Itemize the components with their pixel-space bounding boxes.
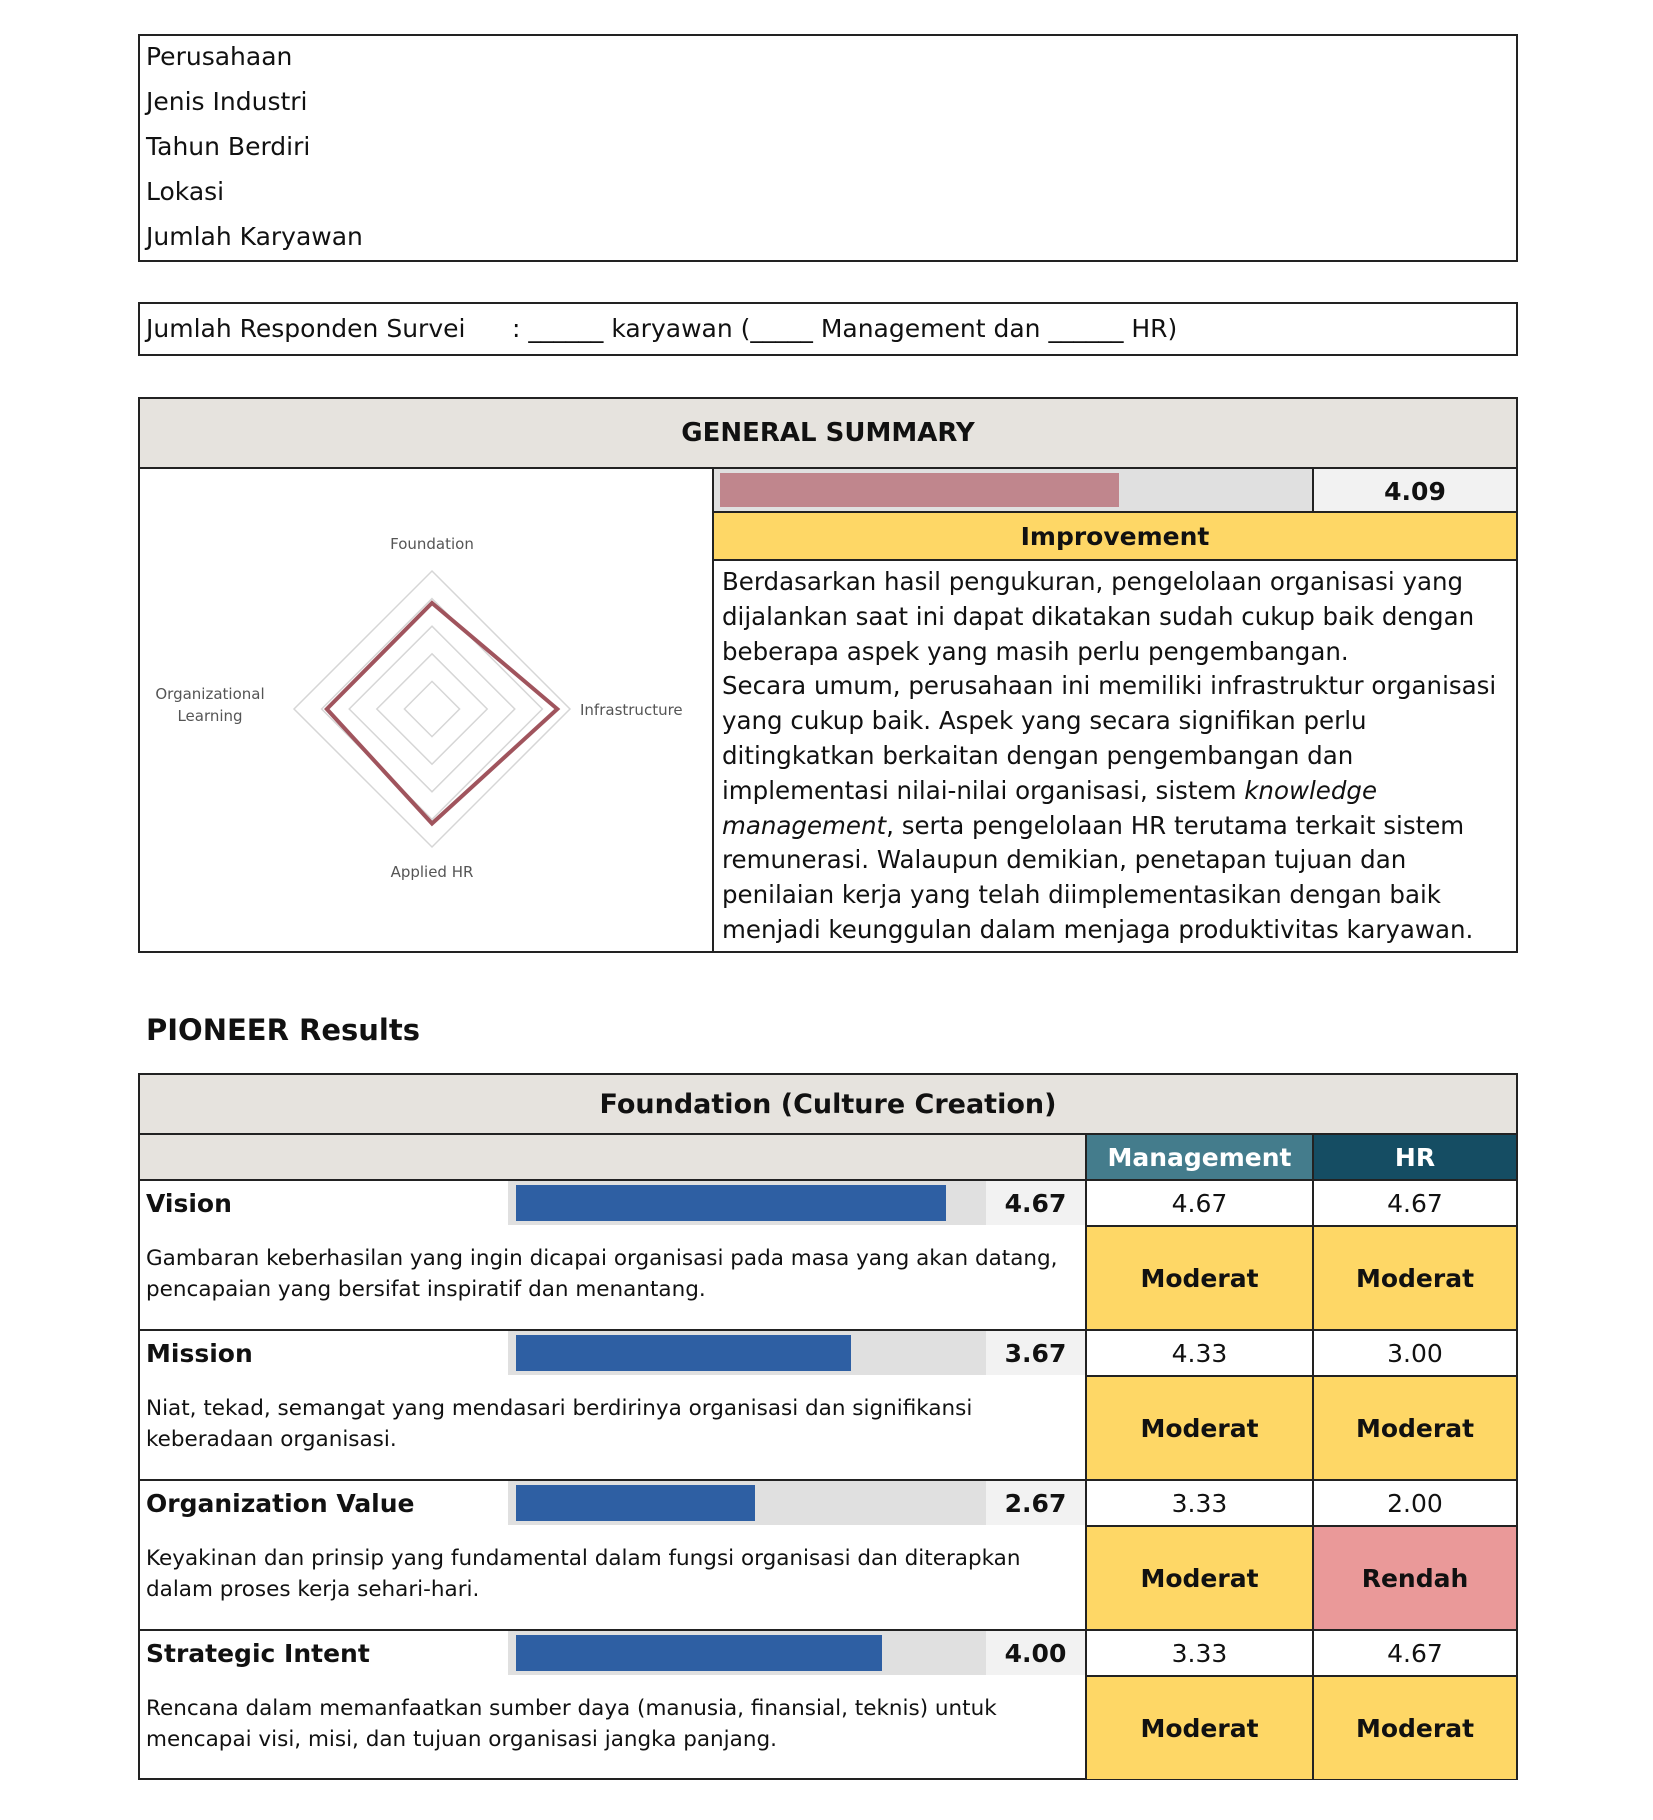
aspect-score-track [508, 1181, 986, 1225]
aspect-description: Rencana dalam memanfaatkan sumber daya (manusia, finansial, teknis) untuk mencapai visi, misi, dan tujuan organisasi jangka panjang. [146, 1696, 997, 1752]
management-score: 3.33 [1171, 1488, 1228, 1518]
summary-category-badge: Improvement [714, 513, 1516, 559]
management-level-badge: Moderat [1087, 1677, 1312, 1779]
aspect-score-bar [516, 1635, 882, 1671]
foundation-table [138, 1073, 1518, 1780]
hr-level-badge: Rendah [1314, 1527, 1516, 1629]
column-header-management: Management [1087, 1135, 1312, 1179]
aspect-score-bar [516, 1185, 946, 1221]
radar-chart [140, 469, 712, 953]
radar-grid-ring [322, 599, 543, 820]
radar-chart-area [140, 469, 712, 953]
respondent-value: : ______ karyawan (_____ Management dan ______ HR) [512, 314, 1178, 343]
aspect-score-track [508, 1631, 986, 1675]
management-level-badge: Moderat [1087, 1527, 1312, 1629]
management-level-badge: Moderat [1087, 1227, 1312, 1329]
summary-italic-term: knowledge management [722, 775, 1378, 840]
column-header-hr: HR [1314, 1135, 1516, 1179]
hr-score: 4.67 [1387, 1188, 1443, 1218]
aspect-score-value: 4.67 [986, 1181, 1085, 1225]
hr-level-badge: Moderat [1314, 1377, 1516, 1479]
company-field-jenis-industri: Jenis Industri [146, 87, 308, 116]
aspect-score-value: 2.67 [986, 1481, 1085, 1525]
summary-paragraph-2a: Secara umum, perusahaan ini memiliki infrastruktur organisasi yang cukup baik. Aspek yang secara signifikan perlu ditingkatkan berkaitan dengan pengembangan dan implementasi nilai-nilai organisasi, sistem [722, 671, 1497, 805]
company-info-box [138, 34, 1518, 262]
summary-score-track [714, 469, 1312, 511]
aspect-description: Keyakinan dan prinsip yang fundamental dalam fungsi organisasi dan diterapkan dalam proses kerja sehari-hari. [146, 1546, 1021, 1602]
radar-grid-ring [294, 571, 570, 847]
radar-axis-label: Organizational [155, 685, 265, 703]
aspect-description: Gambaran keberhasilan yang ingin dicapai organisasi pada masa yang akan datang, pencapaian yang bersifat inspiratif dan menantang. [146, 1246, 1058, 1302]
respondent-label: Jumlah Responden Survei [146, 314, 466, 343]
company-field-perusahaan: Perusahaan [146, 42, 293, 71]
hr-score: 4.67 [1387, 1638, 1443, 1668]
aspect-score-value: 4.00 [986, 1631, 1085, 1675]
pioneer-heading: PIONEER Results [146, 1013, 420, 1047]
company-field-tahun-berdiri: Tahun Berdiri [146, 132, 311, 161]
management-score: 4.33 [1171, 1338, 1228, 1368]
aspect-score-track [508, 1331, 986, 1375]
general-summary-title: GENERAL SUMMARY [140, 399, 1516, 467]
radar-grid-ring [377, 654, 487, 764]
aspect-score-value: 3.67 [986, 1331, 1085, 1375]
summary-paragraph-2b: , serta pengelolaan HR terutama terkait sistem remunerasi. Walaupun demikian, penetapan tujuan dan penilaian kerja yang telah diimplementasikan dengan baik menjadi keunggulan dalam menjaga produktivitas karyawan. [722, 810, 1474, 944]
radar-axis-label: Foundation [390, 535, 474, 553]
aspect-score-bar [516, 1335, 851, 1371]
company-field-jumlah-karyawan: Jumlah Karyawan [146, 222, 363, 251]
summary-score-value: 4.09 [1314, 469, 1516, 513]
general-summary-box [138, 397, 1518, 953]
respondent-box [138, 302, 1518, 356]
aspect-name: Strategic Intent [146, 1639, 370, 1668]
summary-score-bar [720, 473, 1119, 507]
summary-text [722, 565, 1510, 948]
management-score: 3.33 [1171, 1638, 1228, 1668]
radar-axis-label: Applied HR [390, 863, 474, 881]
aspect-score-bar [516, 1485, 755, 1521]
hr-level-badge: Moderat [1314, 1677, 1516, 1779]
aspect-description: Niat, tekad, semangat yang mendasari berdirinya organisasi dan signifikansi keberadaan organisasi. [146, 1396, 973, 1452]
aspect-name: Mission [146, 1339, 253, 1368]
radar-axis-label: Learning [177, 707, 243, 725]
management-level-badge: Moderat [1087, 1377, 1312, 1479]
aspect-score-track [508, 1481, 986, 1525]
management-score: 4.67 [1171, 1188, 1228, 1218]
foundation-section-title: Foundation (Culture Creation) [140, 1075, 1516, 1133]
radar-grid-ring [404, 681, 459, 736]
aspect-name: Organization Value [146, 1489, 415, 1518]
hr-level-badge: Moderat [1314, 1227, 1516, 1329]
summary-paragraph-1: Berdasarkan hasil pengukuran, pengelolaan organisasi yang dijalankan saat ini dapat dikatakan sudah cukup baik dengan beberapa aspek yang masih perlu pengembangan. [722, 567, 1475, 666]
hr-score: 3.00 [1387, 1338, 1443, 1368]
radar-axis-label: Infrastructure [580, 701, 683, 719]
hr-score: 2.00 [1387, 1488, 1443, 1518]
company-field-lokasi: Lokasi [146, 177, 225, 206]
aspect-name: Vision [146, 1189, 232, 1218]
